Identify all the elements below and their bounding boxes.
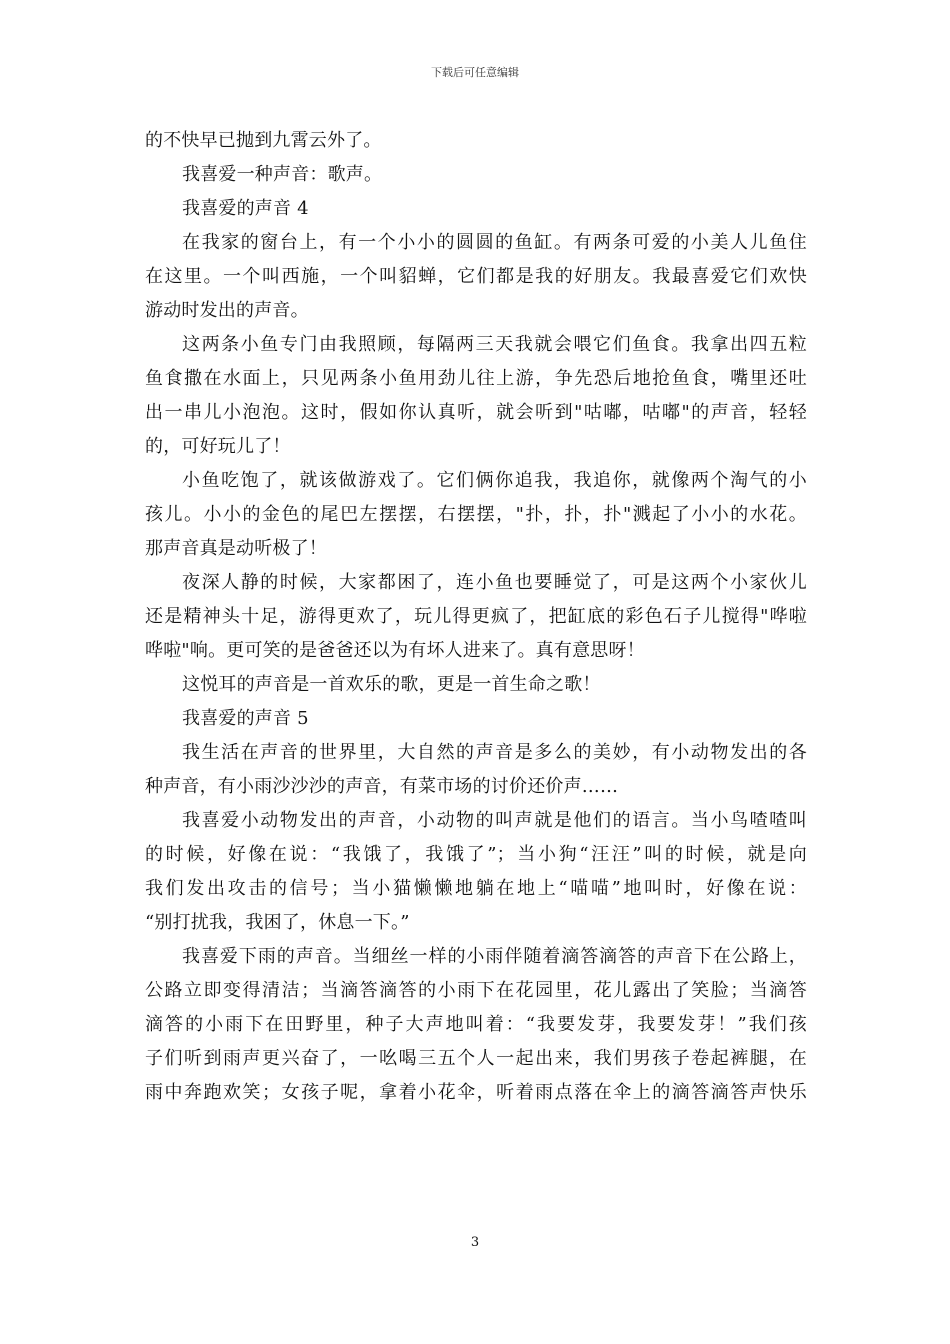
- text-line: 鱼食撒在水面上，只见两条小鱼用劲儿往上游，争先恐后地抢鱼食，嘴里还吐: [145, 368, 807, 389]
- text-line: 我喜爱的声音 4: [182, 198, 309, 219]
- text-line: 还是精神头十足，游得更欢了，玩儿得更疯了，把缸底的彩色石子儿搅得"哗啦: [145, 606, 807, 627]
- text-line: 公路立即变得清洁；当滴答滴答的小雨下在花园里，花儿露出了笑脸；当滴答: [145, 980, 807, 1001]
- text-line: 的时候，好像在说：“我饿了，我饿了”；当小狗“汪汪”叫的时候，就是向: [145, 844, 807, 865]
- text-line: “别打扰我，我困了，休息一下。”: [145, 912, 410, 933]
- text-line: 小鱼吃饱了，就该做游戏了。它们俩你追我，我追你，就像两个淘气的小: [182, 470, 807, 491]
- text-line: 雨中奔跑欢笑；女孩子呢，拿着小花伞，听着雨点落在伞上的滴答滴答声快乐: [145, 1082, 807, 1103]
- text-line: 我喜爱下雨的声音。当细丝一样的小雨伴随着滴答滴答的声音下在公路上，: [182, 946, 807, 967]
- text-line: 我生活在声音的世界里，大自然的声音是多么的美妙，有小动物发出的各: [182, 742, 807, 763]
- text-line: 我喜爱的声音 5: [182, 708, 309, 729]
- text-line: 子们听到雨声更兴奋了，一吆喝三五个人一起出来，我们男孩子卷起裤腿，在: [145, 1048, 807, 1069]
- document-body: [145, 124, 807, 1110]
- text-line: 游动时发出的声音。: [145, 300, 309, 321]
- text-line: 我喜爱一种声音：歌声。: [182, 164, 383, 185]
- text-line: 那声音真是动听极了！: [145, 538, 327, 559]
- text-line: 哗啦"响。更可笑的是爸爸还以为有坏人进来了。真有意思呀！: [145, 640, 645, 661]
- text-line: 在我家的窗台上，有一个小小的圆圆的鱼缸。有两条可爱的小美人儿鱼住: [182, 232, 807, 253]
- text-line: 我喜爱小动物发出的声音，小动物的叫声就是他们的语言。当小鸟喳喳叫: [182, 810, 807, 831]
- text-line: 这两条小鱼专门由我照顾，每隔两三天我就会喂它们鱼食。我拿出四五粒: [182, 334, 807, 355]
- text-line: 出一串儿小泡泡。这时，假如你认真听，就会听到"咕嘟，咕嘟"的声音，轻轻: [145, 402, 807, 423]
- text-line: 这悦耳的声音是一首欢乐的歌，更是一首生命之歌！: [182, 674, 601, 695]
- text-line: 在这里。一个叫西施，一个叫貂蝉，它们都是我的好朋友。我最喜爱它们欢快: [145, 266, 807, 287]
- text-line: 种声音，有小雨沙沙沙的声音，有菜市场的讨价还价声……: [145, 776, 619, 797]
- text-line: 的，可好玩儿了！: [145, 436, 291, 457]
- text-line: 孩儿。小小的金色的尾巴左摆摆，右摆摆，"扑，扑，扑"溅起了小小的水花。: [145, 504, 807, 525]
- page-header: 下载后可任意编辑: [431, 66, 519, 79]
- text-line: 的不快早已抛到九霄云外了。: [145, 130, 382, 151]
- page-number: 3: [470, 1235, 480, 1250]
- text-line: 我们发出攻击的信号；当小猫懒懒地躺在地上“喵喵”地叫时，好像在说：: [145, 878, 807, 899]
- text-line: 滴答的小雨下在田野里，种子大声地叫着：“我要发芽，我要发芽！”我们孩: [145, 1014, 807, 1035]
- text-line: 夜深人静的时候，大家都困了，连小鱼也要睡觉了，可是这两个小家伙儿: [182, 572, 807, 593]
